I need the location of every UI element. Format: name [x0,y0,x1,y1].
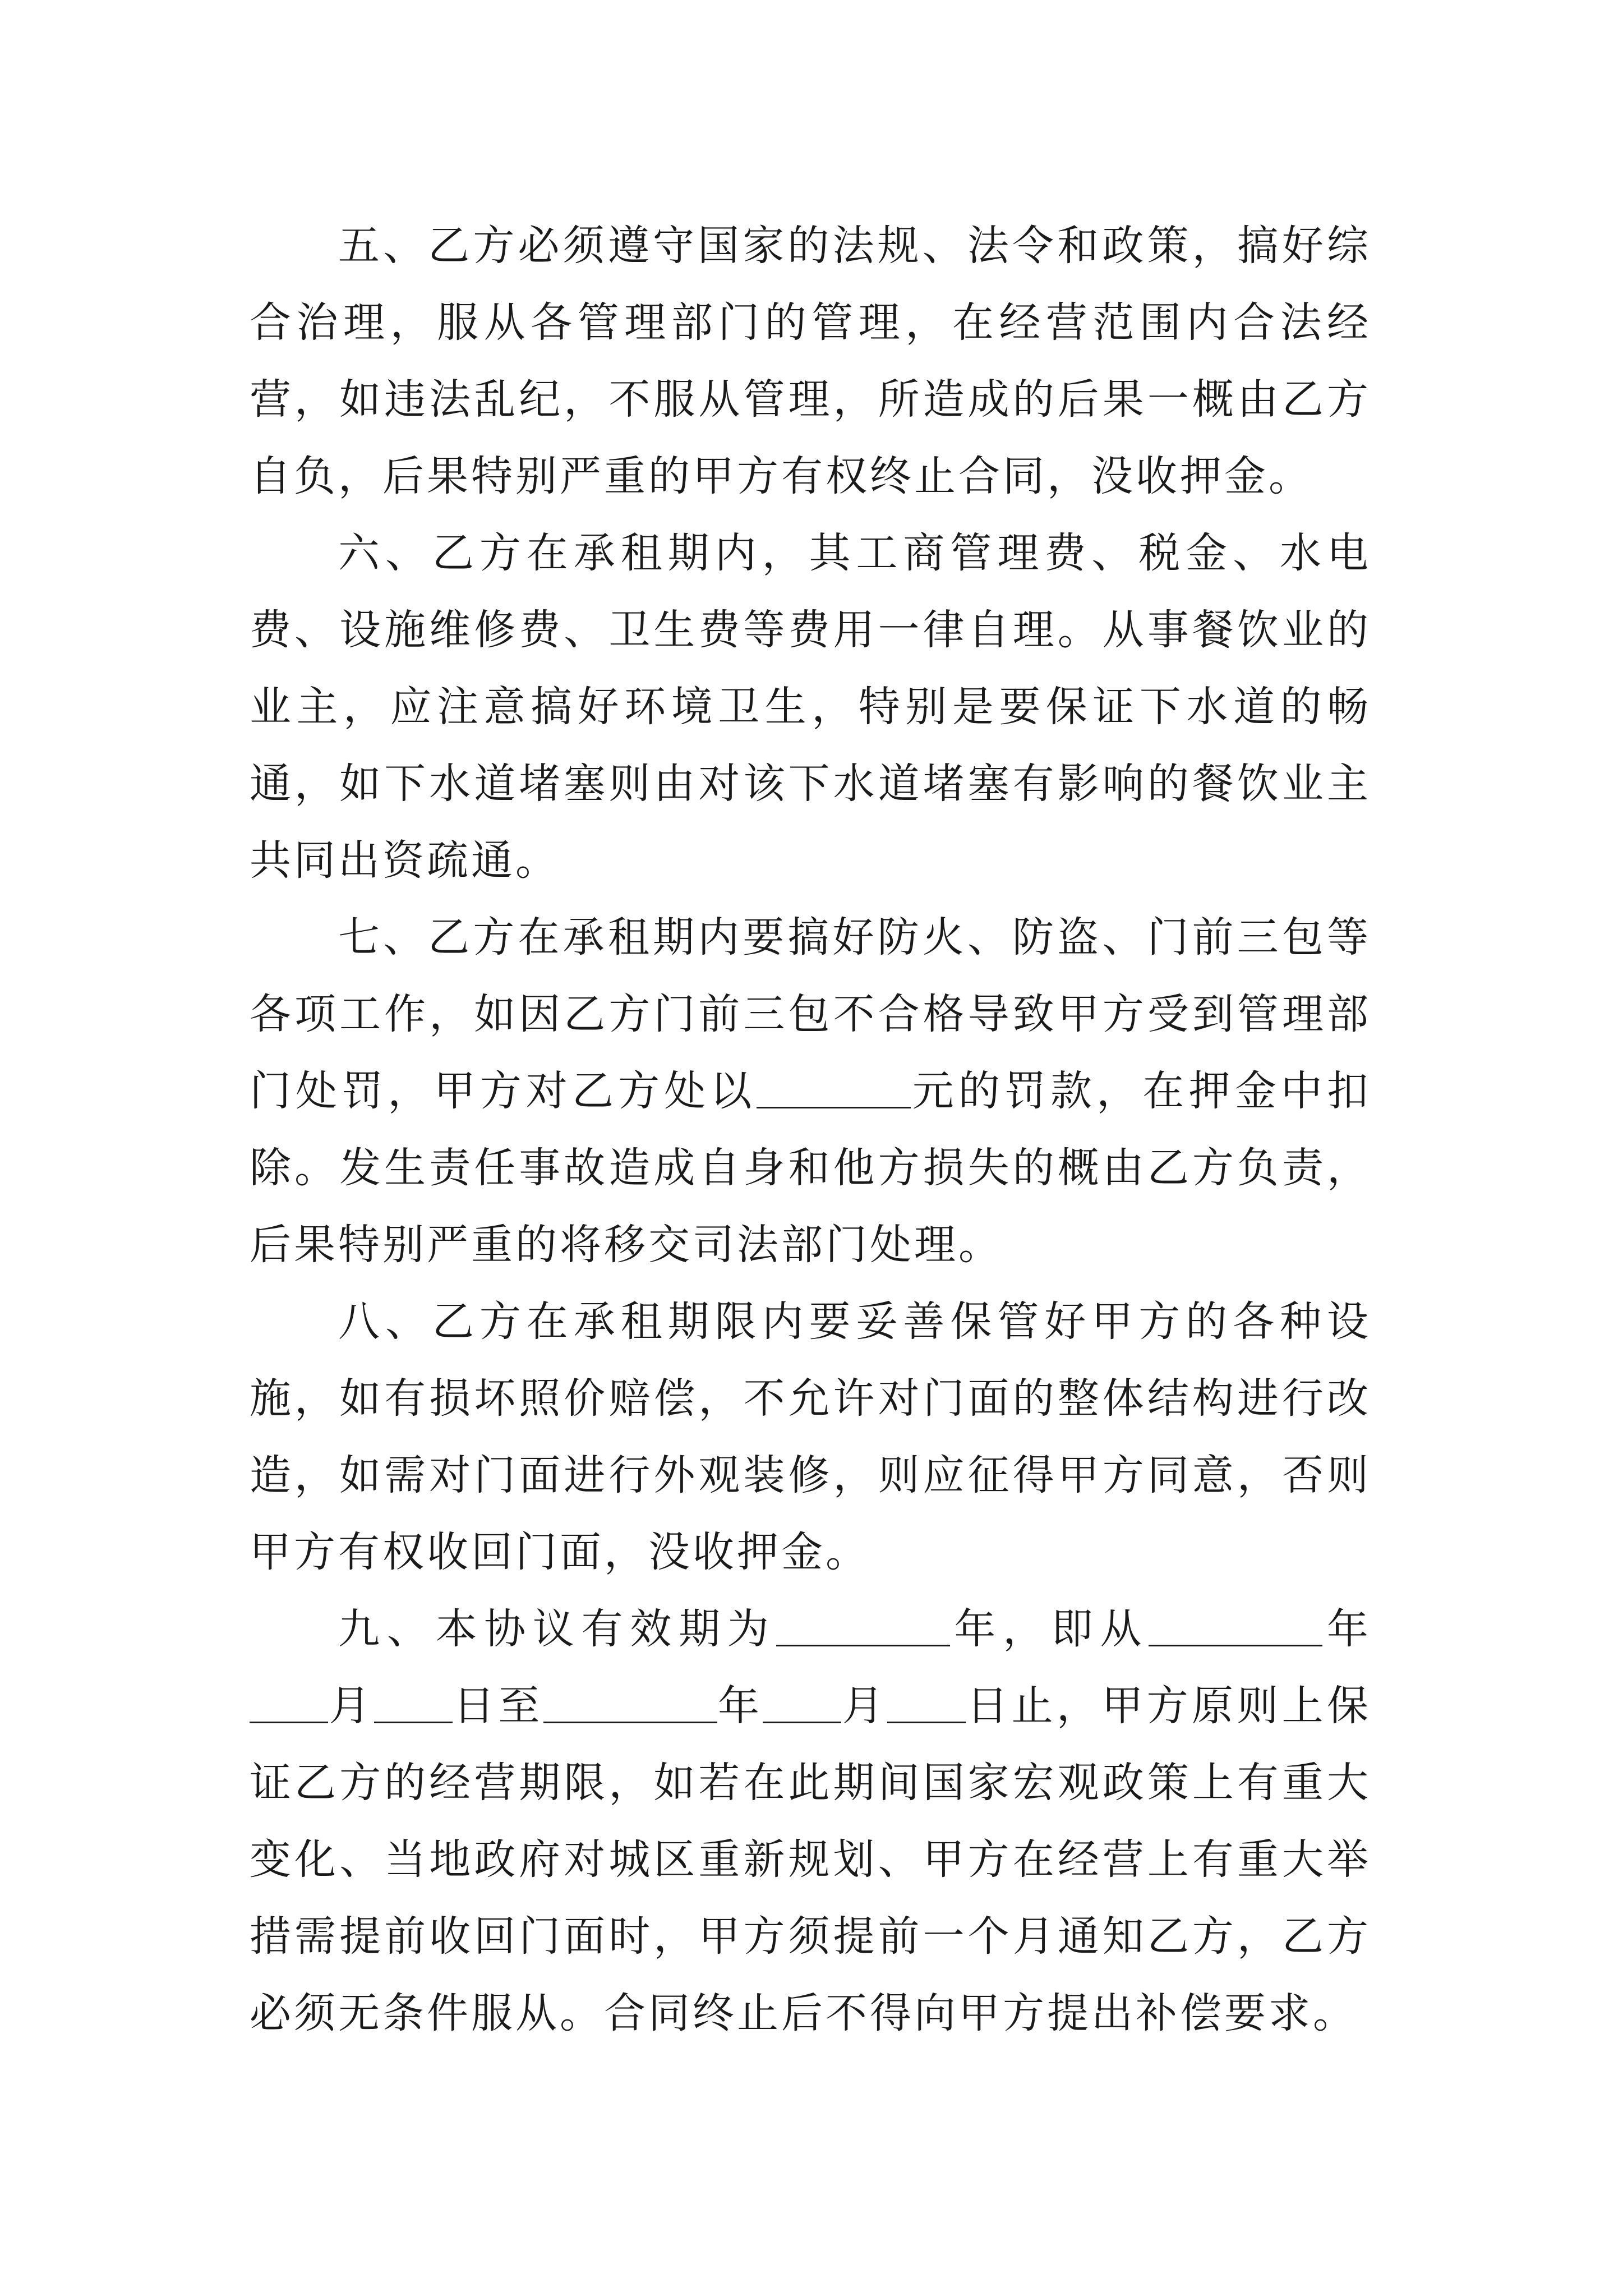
start-day-blank [374,1682,453,1723]
clause-9-text-6: 年 [717,1682,763,1730]
clause-9-text-4: 月 [328,1682,374,1730]
end-month-blank [763,1682,841,1723]
clause-7-text-after-blank: 元的罚款，在押金中扣除。发生责任事故造成自身和他方损失的概由乙方负责，后果特别严重的将移交司法部门处理。 [250,1067,1372,1269]
clause-9-text-7: 月 [841,1682,888,1730]
clause-9-text-5: 日至 [452,1682,543,1730]
clause-7-text-before-blank: 七、乙方在承租期内要搞好防火、防盗、门前三包等各项工作，如因乙方门前三包不合格导致甲方受到管理部门处罚，甲方对乙方处以 [250,913,1371,1115]
fine-amount-blank [757,1068,911,1108]
end-day-blank [887,1682,966,1723]
end-year-blank [543,1682,717,1723]
start-year-blank [1149,1605,1322,1646]
document-body [250,208,1371,2052]
clause-8-paragraph: 八、乙方在承租期限内要妥善保管好甲方的各种设施，如有损坏照价赔偿，不允许对门面的整体结构进行改造，如需对门面进行外观装修，则应征得甲方同意，否则甲方有权收回门面，没收押金。 [250,1297,1371,1576]
clause-9-text-3: 年 [1322,1605,1372,1653]
clause-6-paragraph: 六、乙方在承租期内，其工商管理费、税金、水电费、设施维修费、卫生费等费用一律自理。从事餐饮业的业主，应注意搞好环境卫生，特别是要保证下水道的畅通，如下水道堵塞则由对该下水道堵塞有影响的餐饮业主共同出资疏通。 [250,529,1371,885]
clause-9-text-1: 九、本协议有效期为 [338,1605,776,1653]
term-years-blank [776,1605,950,1646]
clause-9-paragraph [250,1591,1371,2052]
clause-9-text-2: 年，即从 [949,1605,1149,1653]
clause-7-paragraph [250,899,1371,1283]
clause-5-paragraph: 五、乙方必须遵守国家的法规、法令和政策，搞好综合治理，服从各管理部门的管理，在经营范围内合法经营，如违法乱纪，不服从管理，所造成的后果一概由乙方自负，后果特别严重的甲方有权终止合同，没收押金。 [250,222,1371,500]
clause-9-text-8: 日止，甲方原则上保证乙方的经营期限，如若在此期间国家宏观政策上有重大变化、当地政府对城区重新规划、甲方在经营上有重大举措需提前收回门面时，甲方须提前一个月通知乙方，乙方必须无条件服从。合同终止后不得向甲方提出补偿要求。 [250,1682,1372,2037]
start-month-blank [250,1682,328,1723]
